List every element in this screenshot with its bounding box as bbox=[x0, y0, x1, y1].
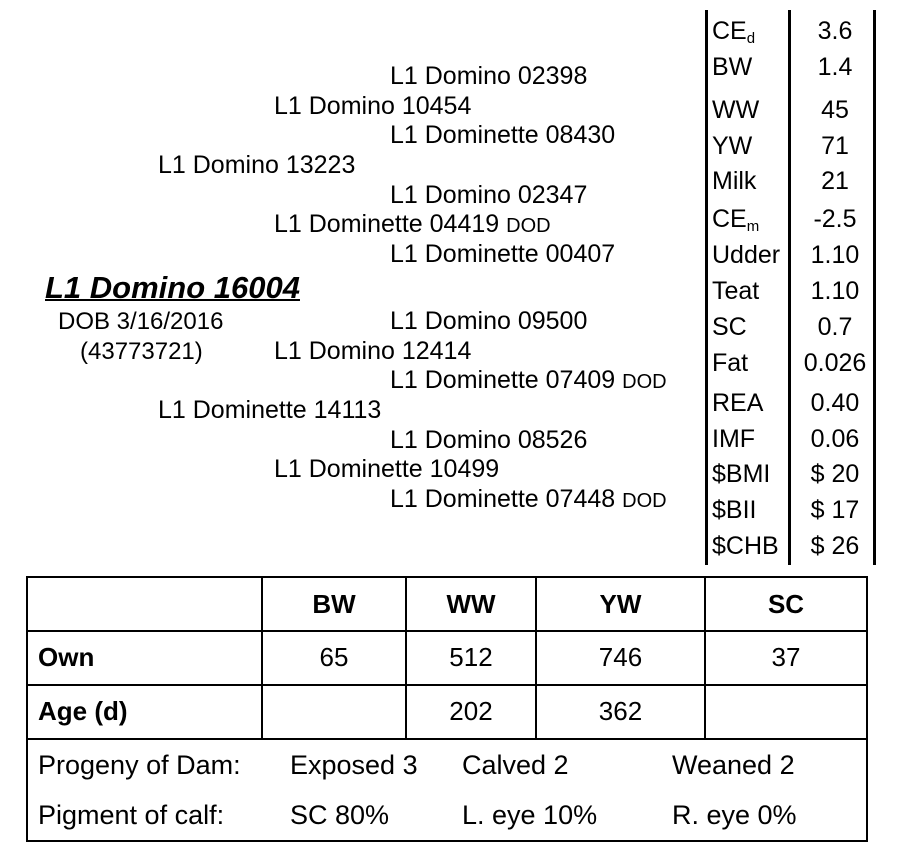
table-rule bbox=[28, 738, 866, 740]
dod-marker: DOD bbox=[622, 490, 667, 512]
epd-value: $ 26 bbox=[810, 532, 860, 560]
epd-value: -2.5 bbox=[813, 205, 857, 233]
pedigree-dam-dam: L1 Dominette 10499 bbox=[274, 455, 500, 483]
epd-left-border bbox=[705, 10, 708, 565]
epd-row bbox=[712, 277, 877, 313]
epd-label: IMF bbox=[712, 425, 756, 453]
epd-value: 0.026 bbox=[803, 349, 867, 377]
animal-name: L1 Domino 16004 bbox=[45, 270, 300, 305]
age-yw: 362 bbox=[598, 696, 643, 726]
pedigree-dam-sire: L1 Domino 12414 bbox=[274, 337, 472, 365]
progeny-weaned: Weaned 2 bbox=[672, 750, 795, 780]
epd-label: SC bbox=[712, 313, 747, 341]
row-label-own: Own bbox=[38, 642, 95, 672]
epd-label: $CE_d$ bbox=[712, 17, 756, 47]
epd-label: Teat bbox=[712, 277, 760, 305]
epd-label: Udder bbox=[712, 241, 781, 269]
epd-value: $ 17 bbox=[810, 496, 860, 524]
header-bw: BW bbox=[312, 589, 356, 619]
pigment-label: Pigment of calf: bbox=[38, 800, 225, 830]
epd-row bbox=[712, 496, 877, 532]
epd-label: $BII bbox=[712, 496, 757, 524]
epd-value: 1.10 bbox=[810, 277, 860, 305]
pedigree-sire: L1 Domino 13223 bbox=[158, 151, 356, 179]
row-label-age: Age (d) bbox=[38, 696, 128, 726]
table-rule bbox=[28, 630, 866, 632]
pedigree-dam-sire-sire: L1 Domino 09500 bbox=[390, 307, 588, 335]
own-sc: 37 bbox=[771, 642, 801, 672]
pedigree-dam-dam-dam-name: L1 Dominette 07448 bbox=[390, 485, 616, 513]
pedigree-sire-dam-dam: L1 Dominette 00407 bbox=[390, 240, 616, 268]
age-ww: 202 bbox=[449, 696, 493, 726]
epd-row bbox=[712, 349, 877, 385]
table-rule bbox=[28, 684, 866, 686]
epd-label: $BMI bbox=[712, 460, 771, 488]
progeny-exposed: Exposed 3 bbox=[290, 750, 418, 780]
epd-value: 71 bbox=[821, 132, 849, 160]
epd-value: 0.40 bbox=[810, 389, 860, 417]
progeny-label: Progeny of Dam: bbox=[38, 750, 241, 780]
pedigree-sire-dam-name: L1 Dominette 04419 bbox=[274, 210, 500, 238]
pedigree-sire-dam bbox=[274, 210, 551, 240]
performance-table bbox=[26, 576, 868, 842]
epd-row bbox=[712, 425, 877, 461]
epd-row bbox=[712, 17, 877, 53]
own-yw: 746 bbox=[598, 642, 643, 672]
epd-label: Fat bbox=[712, 349, 749, 377]
pedigree-sire-sire-dam: L1 Dominette 08430 bbox=[390, 121, 616, 149]
pedigree-dam-sire-dam-name: L1 Dominette 07409 bbox=[390, 366, 616, 394]
header-sc: SC bbox=[767, 589, 805, 619]
pigment-left-eye: L. eye 10% bbox=[462, 800, 598, 830]
epd-label: Milk bbox=[712, 167, 757, 195]
animal-dob: DOB 3/16/2016 bbox=[58, 308, 224, 335]
epd-value: 0.7 bbox=[817, 313, 853, 341]
epd-value: 1.10 bbox=[810, 241, 860, 269]
progeny-calved: Calved 2 bbox=[462, 750, 569, 780]
dod-marker: DOD bbox=[622, 371, 667, 393]
epd-row bbox=[712, 460, 877, 496]
epd-label: $CHB bbox=[712, 532, 779, 560]
animal-registration: (43773721) bbox=[80, 338, 203, 365]
pedigree-dam: L1 Dominette 14113 bbox=[158, 396, 382, 424]
epd-label: BW bbox=[712, 53, 753, 81]
pigment-right-eye: R. eye 0% bbox=[672, 800, 797, 830]
header-ww: WW bbox=[446, 589, 496, 619]
epd-value: 1.4 bbox=[817, 53, 853, 81]
epd-row bbox=[712, 241, 877, 277]
epd-label: $CE_m$ bbox=[712, 205, 760, 235]
epd-row bbox=[712, 205, 877, 241]
epd-row bbox=[712, 389, 877, 425]
pedigree-sire-sire-sire: L1 Domino 02398 bbox=[390, 62, 588, 90]
epd-value: 3.6 bbox=[817, 17, 853, 45]
epd-row bbox=[712, 53, 877, 89]
epd-label: REA bbox=[712, 389, 764, 417]
header-yw: YW bbox=[599, 589, 642, 619]
pedigree-dam-dam-dam bbox=[390, 485, 667, 515]
epd-row bbox=[712, 167, 877, 203]
epd-value: 45 bbox=[821, 96, 849, 124]
pedigree-sire-dam-sire: L1 Domino 02347 bbox=[390, 181, 588, 209]
epd-label: WW bbox=[712, 96, 760, 124]
epd-label: YW bbox=[712, 132, 753, 160]
epd-row bbox=[712, 96, 877, 132]
epd-value: $ 20 bbox=[810, 460, 860, 488]
epd-value: 0.06 bbox=[810, 425, 860, 453]
epd-row bbox=[712, 532, 877, 568]
pedigree-dam-dam-sire: L1 Domino 08526 bbox=[390, 426, 588, 454]
own-ww: 512 bbox=[449, 642, 493, 672]
pigment-sc: SC 80% bbox=[290, 800, 390, 830]
pedigree-dam-sire-dam bbox=[390, 366, 667, 396]
pedigree-sire-sire: L1 Domino 10454 bbox=[274, 92, 472, 120]
epd-value: 21 bbox=[821, 167, 849, 195]
dod-marker: DOD bbox=[506, 215, 551, 237]
epd-row bbox=[712, 132, 877, 168]
own-bw: 65 bbox=[319, 642, 349, 672]
epd-row bbox=[712, 313, 877, 349]
